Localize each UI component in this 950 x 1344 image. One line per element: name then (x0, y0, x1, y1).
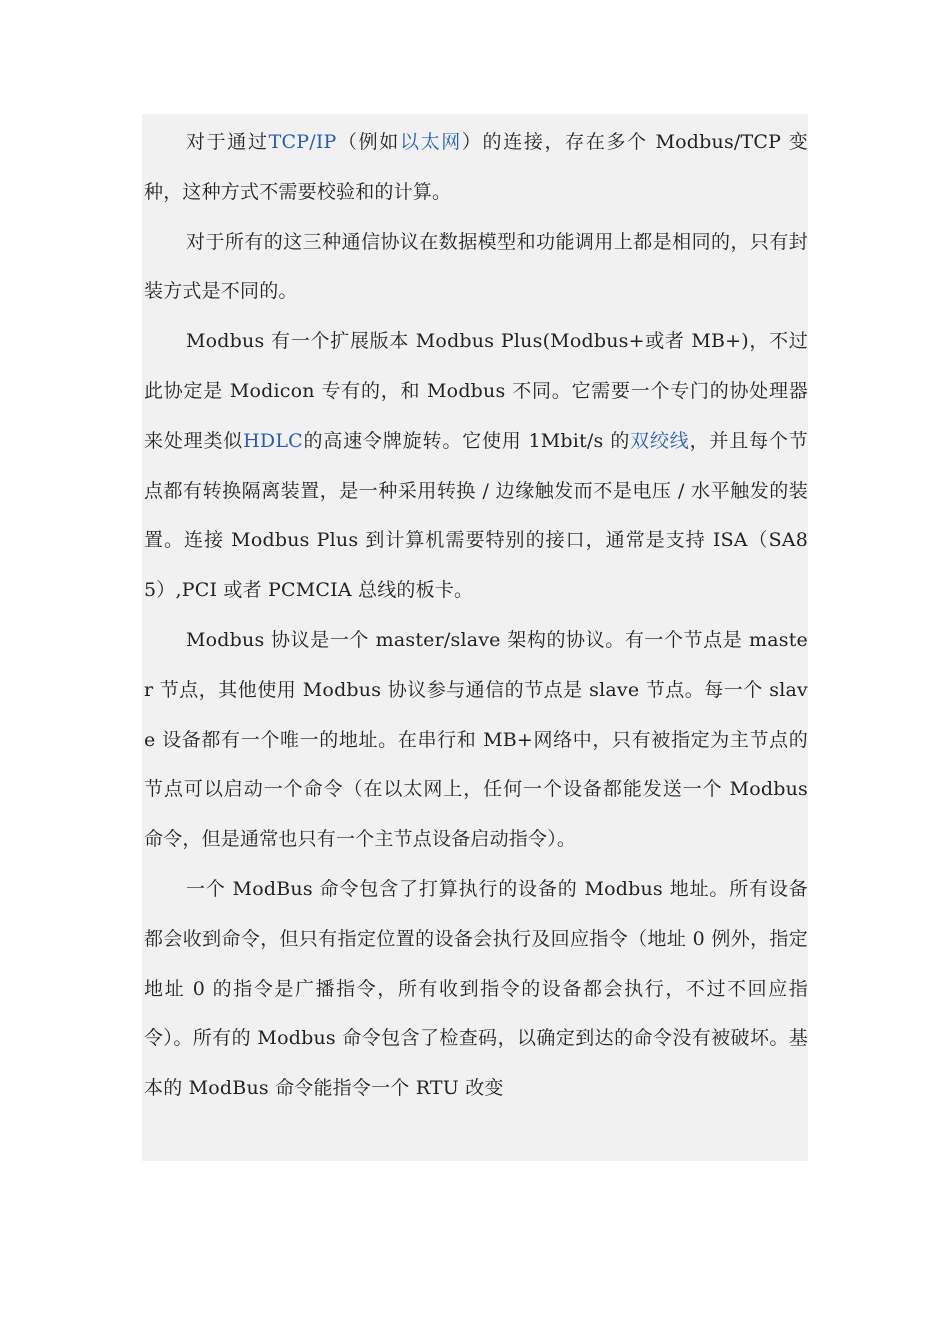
paragraph-data-model (144, 218, 808, 318)
paragraph-text: 一个 ModBus 命令包含了打算执行的设备的 Modbus 地址。所有设备都会收到命令，但只有指定位置的设备会执行及回应指令（地址 0 例外，指定地址 0 的指令是广播指令，所有收到指令的设备都会执行，不过不回应指令）。所有的 Modbus 命令包含了检查码，以确定到达的命令没有被破坏。基本的 ModBus 命令能指令一个 RTU 改变 (144, 877, 808, 1100)
article-text-block (142, 114, 808, 1161)
paragraph-text: 对于所有的这三种通信协议在数据模型和功能调用上都是相同的，只有封装方式是不同的。 (144, 230, 808, 303)
paragraph-modbus-plus (144, 317, 808, 616)
paragraph-text: ，并且每个节点都有转换隔离装置，是一种采用转换 / 边缘触发而不是电压 / 水平触发的装置。连接 Modbus Plus 到计算机需要特别的接口，通常是支持 ISA（SA85）,PCI 或者 PCMCIA 总线的板卡。 (144, 429, 808, 602)
paragraph-text: 的高速令牌旋转。它使用 1Mbit/s 的 (302, 429, 631, 452)
paragraph-master-slave (144, 616, 808, 865)
twisted-pair-link[interactable]: 双绞线 (630, 429, 690, 452)
tcp-ip-link[interactable]: TCP/IP (268, 131, 337, 153)
ethernet-link[interactable]: 以太网 (399, 131, 462, 153)
paragraph-modbus-command (144, 865, 808, 1114)
paragraph-text: ）的连接，存在多个 Modbus/TCP 变种，这种方式不需要校验和的计算。 (144, 131, 808, 203)
paragraph-text: Modbus 有一个扩展版本 Modbus Plus(Modbus+或者 MB+)，不过此协定是 Modicon 专有的，和 Modbus 不同。它需要一个专门的协处理器来处理类似 (144, 330, 808, 452)
paragraph-text: 对于通过 (186, 131, 269, 153)
hdlc-link[interactable]: HDLC (243, 429, 303, 452)
paragraph-text: （例如 (336, 131, 400, 153)
paragraph-text: Modbus 协议是一个 master/slave 架构的协议。有一个节点是 master 节点，其他使用 Modbus 协议参与通信的节点是 slave 节点。每一个 slave 设备都有一个唯一的地址。在串行和 MB+网络中，只有被指定为主节点的节点可以启动一个命令（在以太网上，任何一个设备都能发送一个 Modbus 命令，但是通常也只有一个主节点设备启动指令）。 (144, 628, 808, 851)
paragraph-modbus-tcp (144, 118, 808, 218)
